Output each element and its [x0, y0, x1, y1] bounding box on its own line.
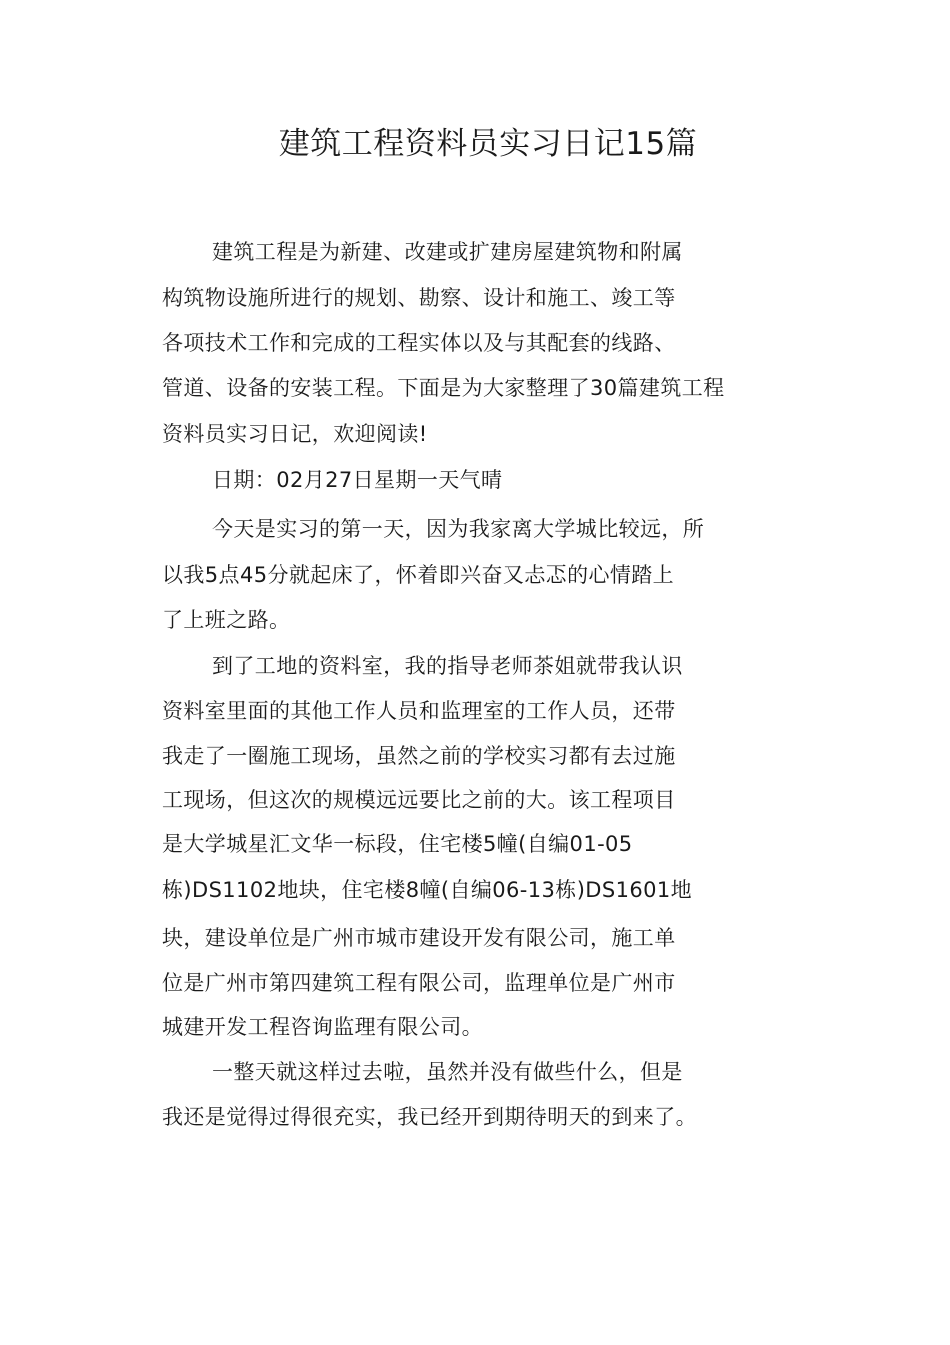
- para1-line-1: 今天是实习的第一天，因为我家离大学城比较远，所: [212, 517, 705, 541]
- intro-line-3: 各项技术工作和完成的工程实体以及与其配套的线路、: [162, 331, 676, 355]
- para3-line-1: 一整天就这样过去啦，虽然并没有做些什么，但是: [212, 1060, 683, 1084]
- para2-line-9: 城建开发工程咨询监理有限公司。: [162, 1015, 483, 1039]
- para2-line-8: 位是广州市第四建筑工程有限公司，监理单位是广州市: [162, 971, 676, 995]
- para2-line-3: 我走了一圈施工现场，虽然之前的学校实习都有去过施: [162, 744, 676, 768]
- intro-line-1: 建筑工程是为新建、改建或扩建房屋建筑物和附属: [212, 240, 683, 264]
- para2-line-2: 资料室里面的其他工作人员和监理室的工作人员，还带: [162, 699, 676, 723]
- para2-line-5: 是大学城星汇文华一标段，住宅楼5幢(自编01-05: [162, 832, 633, 856]
- para1-line-3: 了上班之路。: [162, 608, 291, 632]
- intro-line-2: 构筑物设施所进行的规划、勘察、设计和施工、竣工等: [162, 286, 676, 310]
- document-title: 建筑工程资料员实习日记15篇: [278, 126, 698, 162]
- para2-line-7: 块，建设单位是广州市城市建设开发有限公司，施工单: [162, 926, 676, 950]
- para2-line-6: 栋)DS1102地块，住宅楼8幢(自编06-13栋)DS1601地: [162, 878, 693, 902]
- para3-line-2: 我还是觉得过得很充实，我已经开到期待明天的到来了。: [162, 1105, 697, 1129]
- date-line: 日期：02月27日星期一天气晴: [212, 468, 503, 492]
- para1-line-2: 以我5点45分就起床了，怀着即兴奋又忐忑的心情踏上: [162, 563, 675, 587]
- intro-line-4: 管道、设备的安装工程。下面是为大家整理了30篇建筑工程: [162, 376, 725, 400]
- para2-line-4: 工现场，但这次的规模远远要比之前的大。该工程项目: [162, 788, 676, 812]
- para2-line-1: 到了工地的资料室，我的指导老师茶姐就带我认识: [212, 654, 683, 678]
- intro-line-5: 资料员实习日记，欢迎阅读!: [162, 422, 428, 446]
